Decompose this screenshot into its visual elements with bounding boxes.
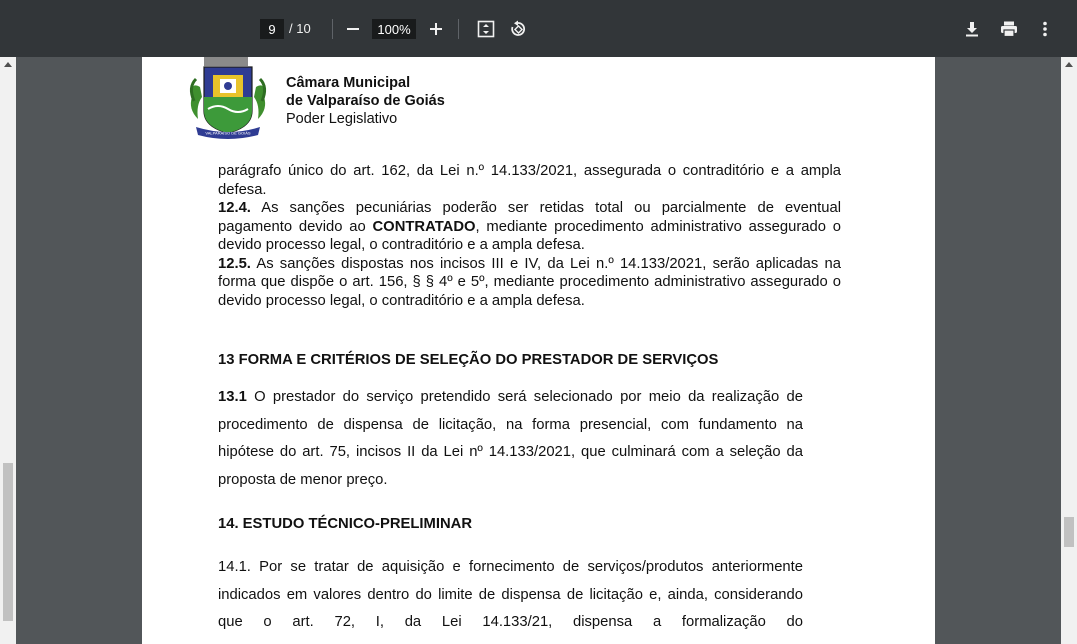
- fit-page-icon: [477, 20, 495, 38]
- plus-icon: [429, 22, 443, 36]
- left-scrollbar-thumb[interactable]: [3, 463, 13, 621]
- section-14-heading: 14. ESTUDO TÉCNICO-PRELIMINAR: [218, 516, 473, 532]
- clause-text: As sanções dispostas nos incisos III e IV, da Lei n.º 14.133/2021, serão aplicadas na forma que dispõe o art. 156, § § 4º e 5º, mediante procedimento administrativo assegurado o devido processo legal, o contraditório e a ampla defesa.: [218, 255, 841, 309]
- download-icon: [964, 21, 980, 37]
- section-13-heading: 13 FORMA E CRITÉRIOS DE SELEÇÃO DO PRESTADOR DE SERVIÇOS: [218, 352, 719, 368]
- page-total: / 10: [289, 21, 311, 36]
- left-scrollbar[interactable]: [0, 57, 16, 644]
- right-scrollbar[interactable]: [1061, 57, 1077, 644]
- paragraph-12-3-end: parágrafo único do art. 162, da Lei n.º 14.133/2021, assegurada o contraditório e a ampla defesa.: [218, 163, 841, 198]
- bold-term: CONTRATADO: [372, 218, 476, 235]
- minus-icon: [346, 22, 360, 36]
- paragraph-13-1: [218, 384, 803, 495]
- rotate-button[interactable]: [505, 16, 531, 42]
- clause-text: 14.1. Por se tratar de aquisição e fornecimento de serviços/produtos anteriormente indicados em valores dentro do limite de dispensa de licitação e, ainda, considerando que o art. 72, I, da Lei 14.133/21, dispensa a formalização do: [218, 559, 803, 631]
- more-actions-button[interactable]: [1032, 16, 1058, 42]
- zoom-in-button[interactable]: [423, 16, 449, 42]
- org-subtitle: Poder Legislativo: [286, 111, 398, 127]
- paragraph-12-4: [218, 199, 841, 255]
- scroll-up-arrow-icon[interactable]: [4, 62, 12, 67]
- paragraph-14-1: [218, 554, 803, 637]
- clause-number: 13.1: [218, 389, 247, 405]
- toolbar-divider: [458, 19, 459, 39]
- org-name-line1: Câmara Municipal: [286, 75, 411, 91]
- clause-text: , mediante procedimento administrativo assegurado o devido processo legal, o contraditório e a ampla defesa.: [218, 218, 841, 253]
- current-page-input[interactable]: 9: [260, 19, 284, 39]
- printer-icon: [1000, 21, 1018, 37]
- org-name-line2: de Valparaíso de Goiás: [286, 93, 445, 109]
- print-button[interactable]: [996, 16, 1022, 42]
- fit-to-page-button[interactable]: [473, 16, 499, 42]
- zoom-out-button[interactable]: [340, 16, 366, 42]
- municipal-seal-logo: [186, 57, 270, 139]
- pdf-toolbar: [0, 0, 1077, 57]
- section-12-text: [218, 162, 841, 310]
- clause-number: 12.4.: [218, 200, 251, 216]
- seal-ribbon-text: VALPARAÍSO DE GOIÁS: [205, 130, 251, 136]
- right-scrollbar-thumb[interactable]: [1064, 517, 1074, 547]
- more-vert-icon: [1042, 21, 1048, 37]
- clause-text: O prestador do serviço pretendido será selecionado por meio da realização de procedimento de dispensa de licitação, na forma presencial, com fundamento na hipótese do art. 75, incisos II da Lei nº 14.133/2021, que culminará com a seleção da proposta de menor preço.: [218, 389, 803, 489]
- zoom-level-input[interactable]: 100%: [372, 19, 416, 39]
- rotate-icon: [509, 20, 527, 38]
- clause-text: As sanções pecuniárias poderão ser retidas total ou parcialmente de eventual pagamento devido ao: [218, 200, 841, 235]
- download-button[interactable]: [959, 16, 985, 42]
- pdf-page: [142, 57, 935, 644]
- toolbar-divider: [332, 19, 333, 39]
- paragraph-12-5: [218, 255, 841, 311]
- clause-number: 12.5.: [218, 255, 251, 272]
- organization-header: [286, 74, 445, 128]
- scroll-up-arrow-icon[interactable]: [1065, 62, 1073, 67]
